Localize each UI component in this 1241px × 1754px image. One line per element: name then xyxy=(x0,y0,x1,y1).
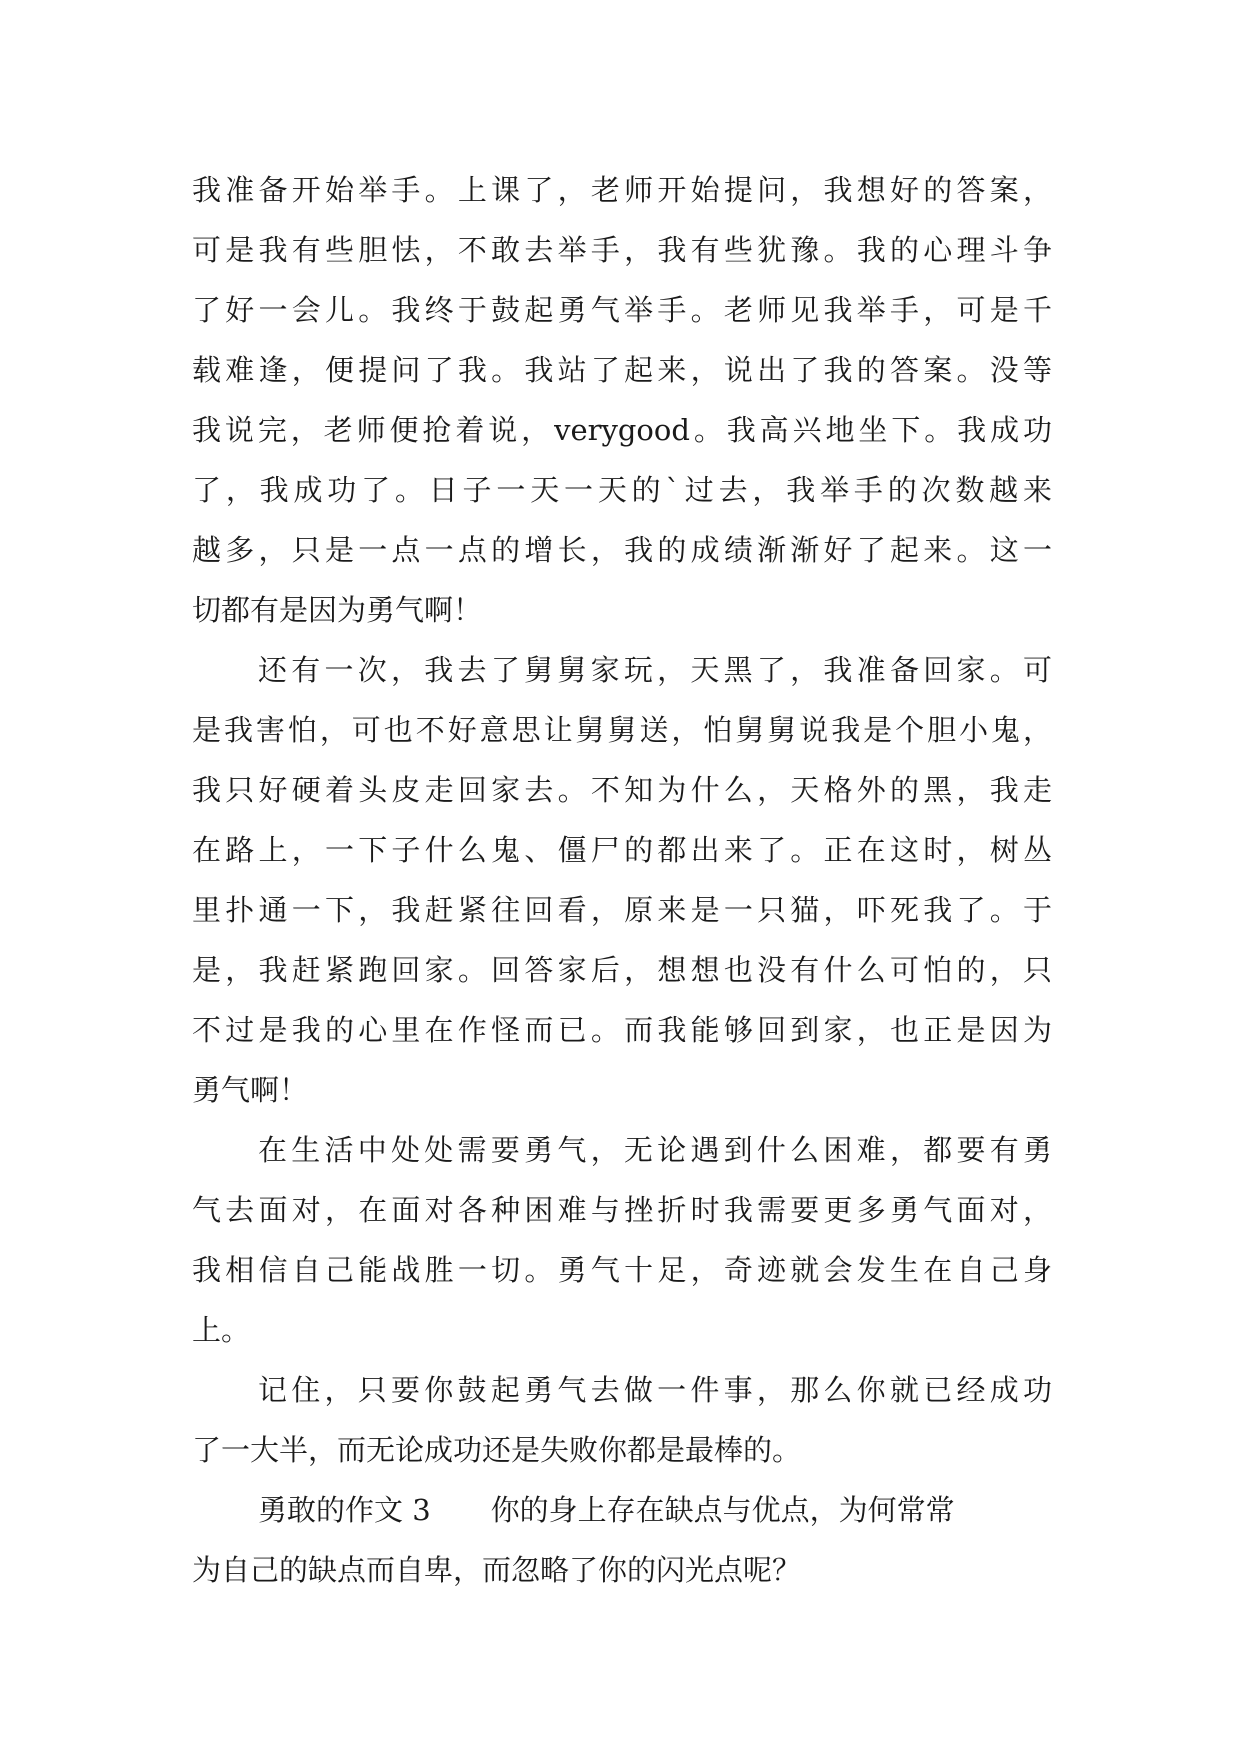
text-line: 勇气啊！ xyxy=(192,1073,309,1107)
text-line: 不过是我的心里在作怪而已。而我能够回到家，也正是因为 xyxy=(192,1013,1052,1047)
text-line: 记住，只要你鼓起勇气去做一件事，那么你就已经成功 xyxy=(258,1373,1052,1407)
text-line: 越多，只是一点一点的增长，我的成绩渐渐好了起来。这一 xyxy=(192,533,1052,567)
paragraph xyxy=(192,160,1052,640)
text-line: 气去面对，在面对各种困难与挫折时我需要更多勇气面对， xyxy=(192,1193,1052,1227)
document-page xyxy=(192,160,1052,1600)
text-line: 我准备开始举手。上课了，老师开始提问，我想好的答案， xyxy=(192,173,1052,207)
text-line: 我说完，老师便抢着说，verygood。我高兴地坐下。我成功 xyxy=(192,413,1052,447)
heading-line xyxy=(192,1480,1052,1540)
text-line: 我相信自己能战胜一切。勇气十足，奇迹就会发生在自己身 xyxy=(192,1253,1052,1287)
text-line: 为自己的缺点而自卑，而忽略了你的闪光点呢？ xyxy=(192,1553,802,1587)
text-line: 上。 xyxy=(192,1313,251,1347)
text-line: 还有一次，我去了舅舅家玩，天黑了，我准备回家。可 xyxy=(258,653,1052,687)
text-line: 在生活中处处需要勇气，无论遇到什么困难，都要有勇 xyxy=(258,1133,1052,1167)
text-line: 我只好硬着头皮走回家去。不知为什么，天格外的黑，我走 xyxy=(192,773,1052,807)
text-line: 是我害怕，可也不好意思让舅舅送，怕舅舅说我是个胆小鬼， xyxy=(192,713,1052,747)
section-title: 勇敢的作文 3 xyxy=(258,1493,431,1527)
text-line: 在路上，一下子什么鬼、僵尸的都出来了。正在这时，树丛 xyxy=(192,833,1052,867)
text-line: 了一大半，而无论成功还是失败你都是最棒的。 xyxy=(192,1433,802,1467)
text-line: 了好一会儿。我终于鼓起勇气举手。老师见我举手，可是千 xyxy=(192,293,1052,327)
text-line: 了，我成功了。日子一天一天的`过去，我举手的次数越来 xyxy=(192,473,1052,507)
paragraph xyxy=(192,640,1052,1120)
paragraph xyxy=(192,1360,1052,1480)
text-line: 载难逢，便提问了我。我站了起来，说出了我的答案。没等 xyxy=(192,353,1052,387)
text-line: 是，我赶紧跑回家。回答家后，想想也没有什么可怕的，只 xyxy=(192,953,1052,987)
text-line: 里扑通一下，我赶紧往回看，原来是一只猫，吓死我了。于 xyxy=(192,893,1052,927)
text-line: 可是我有些胆怯，不敢去举手，我有些犹豫。我的心理斗争 xyxy=(192,233,1052,267)
section-intro-text: 你的身上存在缺点与优点，为何常常 xyxy=(490,1493,955,1527)
text-line: 切都有是因为勇气啊！ xyxy=(192,593,483,627)
paragraph xyxy=(192,1120,1052,1360)
section-start xyxy=(192,1480,1052,1600)
